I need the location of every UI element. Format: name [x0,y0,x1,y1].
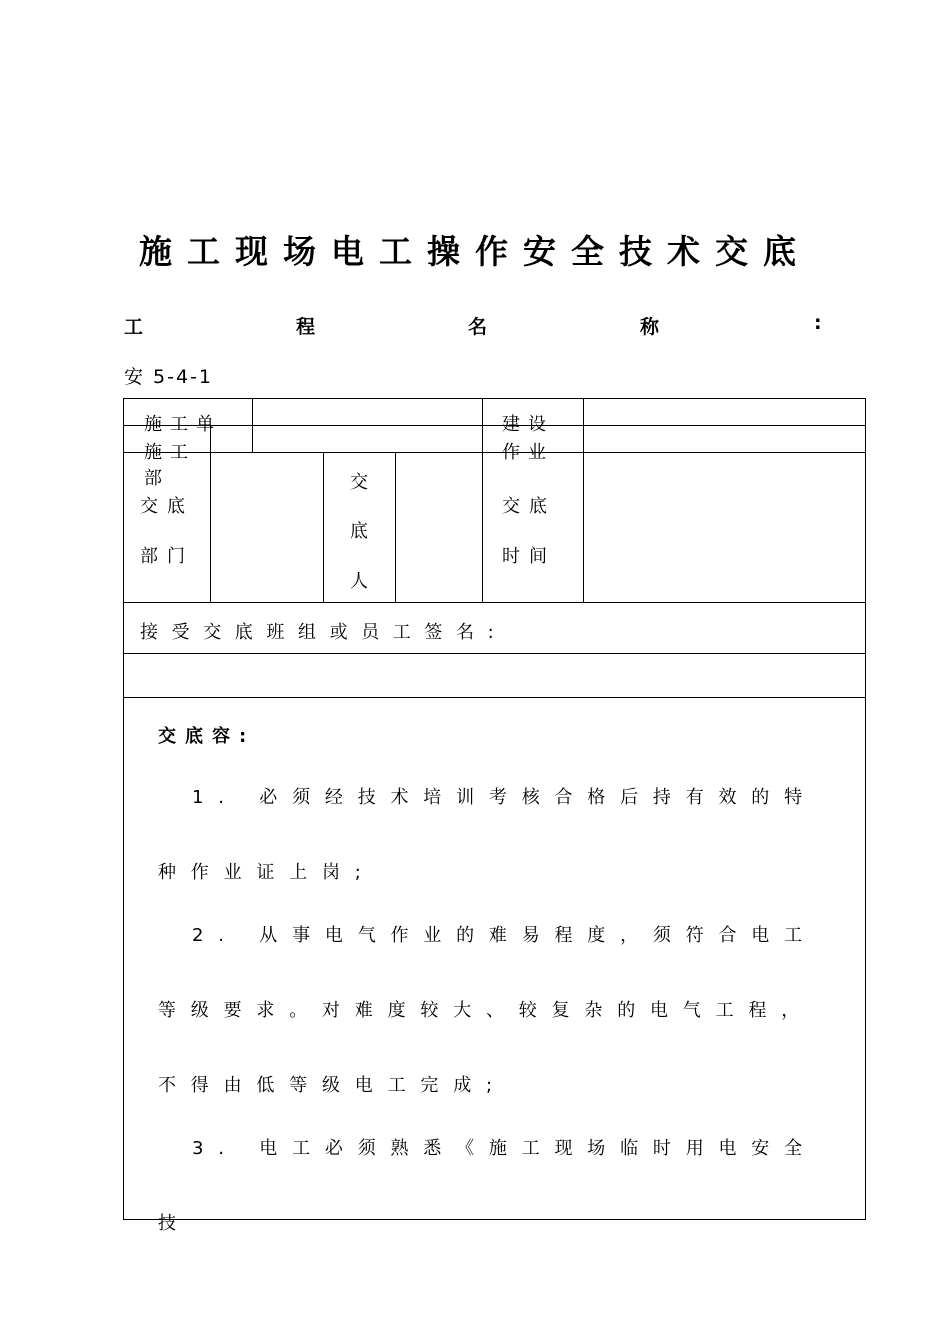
sign-label: 接受交底班组或员工签名: [140,622,508,643]
form-code: 安 5-4-1 [124,366,214,388]
project-name-colon: : [814,312,822,334]
construction-dept-label-clip [144,438,206,489]
time-label-line1: 交底 [502,496,556,517]
person-label-char: 交 [350,472,377,493]
col-divider [323,452,324,602]
construction-dept-label: 施工部 [144,442,196,489]
construction-unit-label-clip [144,410,244,435]
row-divider [123,425,866,426]
col-divider [583,398,584,602]
work-label: 作业 [502,442,554,463]
project-name-char: 名 [468,316,488,338]
project-name-char: 称 [640,316,660,338]
briefing-content [158,722,838,1261]
person-label-char: 人 [350,571,377,592]
content-heading: 交底容: [158,726,256,747]
document-title: 施工现场电工操作安全技术交底 [139,232,811,271]
row-divider [123,452,866,453]
col-divider [252,398,253,452]
row-divider [123,602,866,603]
project-name-line [124,312,826,340]
construction-unit-label: 施工单 [144,414,222,435]
work-label-clip [502,438,578,463]
person-label-char: 底 [350,521,377,542]
builder-label: 建设 [502,414,554,435]
dept-label-line2: 部门 [140,546,194,567]
dept-label-line1: 交底 [140,496,194,517]
row-divider [123,653,866,654]
builder-label-clip [502,410,578,435]
content-paragraph-2: 2. 从事电气作业的难易程度，须符合电工等级要求。对难度较大、较复杂的电气工程，不得由低等级电工完成; [158,925,817,1096]
col-divider [395,452,396,602]
content-paragraph-1: 1. 必须经技术培训考核合格后持有效的特种作业证上岗; [158,787,817,883]
project-name-char: 工 [124,316,144,338]
project-name-char: 程 [296,316,316,338]
time-label-line2: 时间 [502,546,556,567]
col-divider [210,425,211,602]
content-paragraph-3: 3. 电工必须熟悉《施工现场临时用电安全技 [158,1138,817,1234]
col-divider [482,398,483,602]
